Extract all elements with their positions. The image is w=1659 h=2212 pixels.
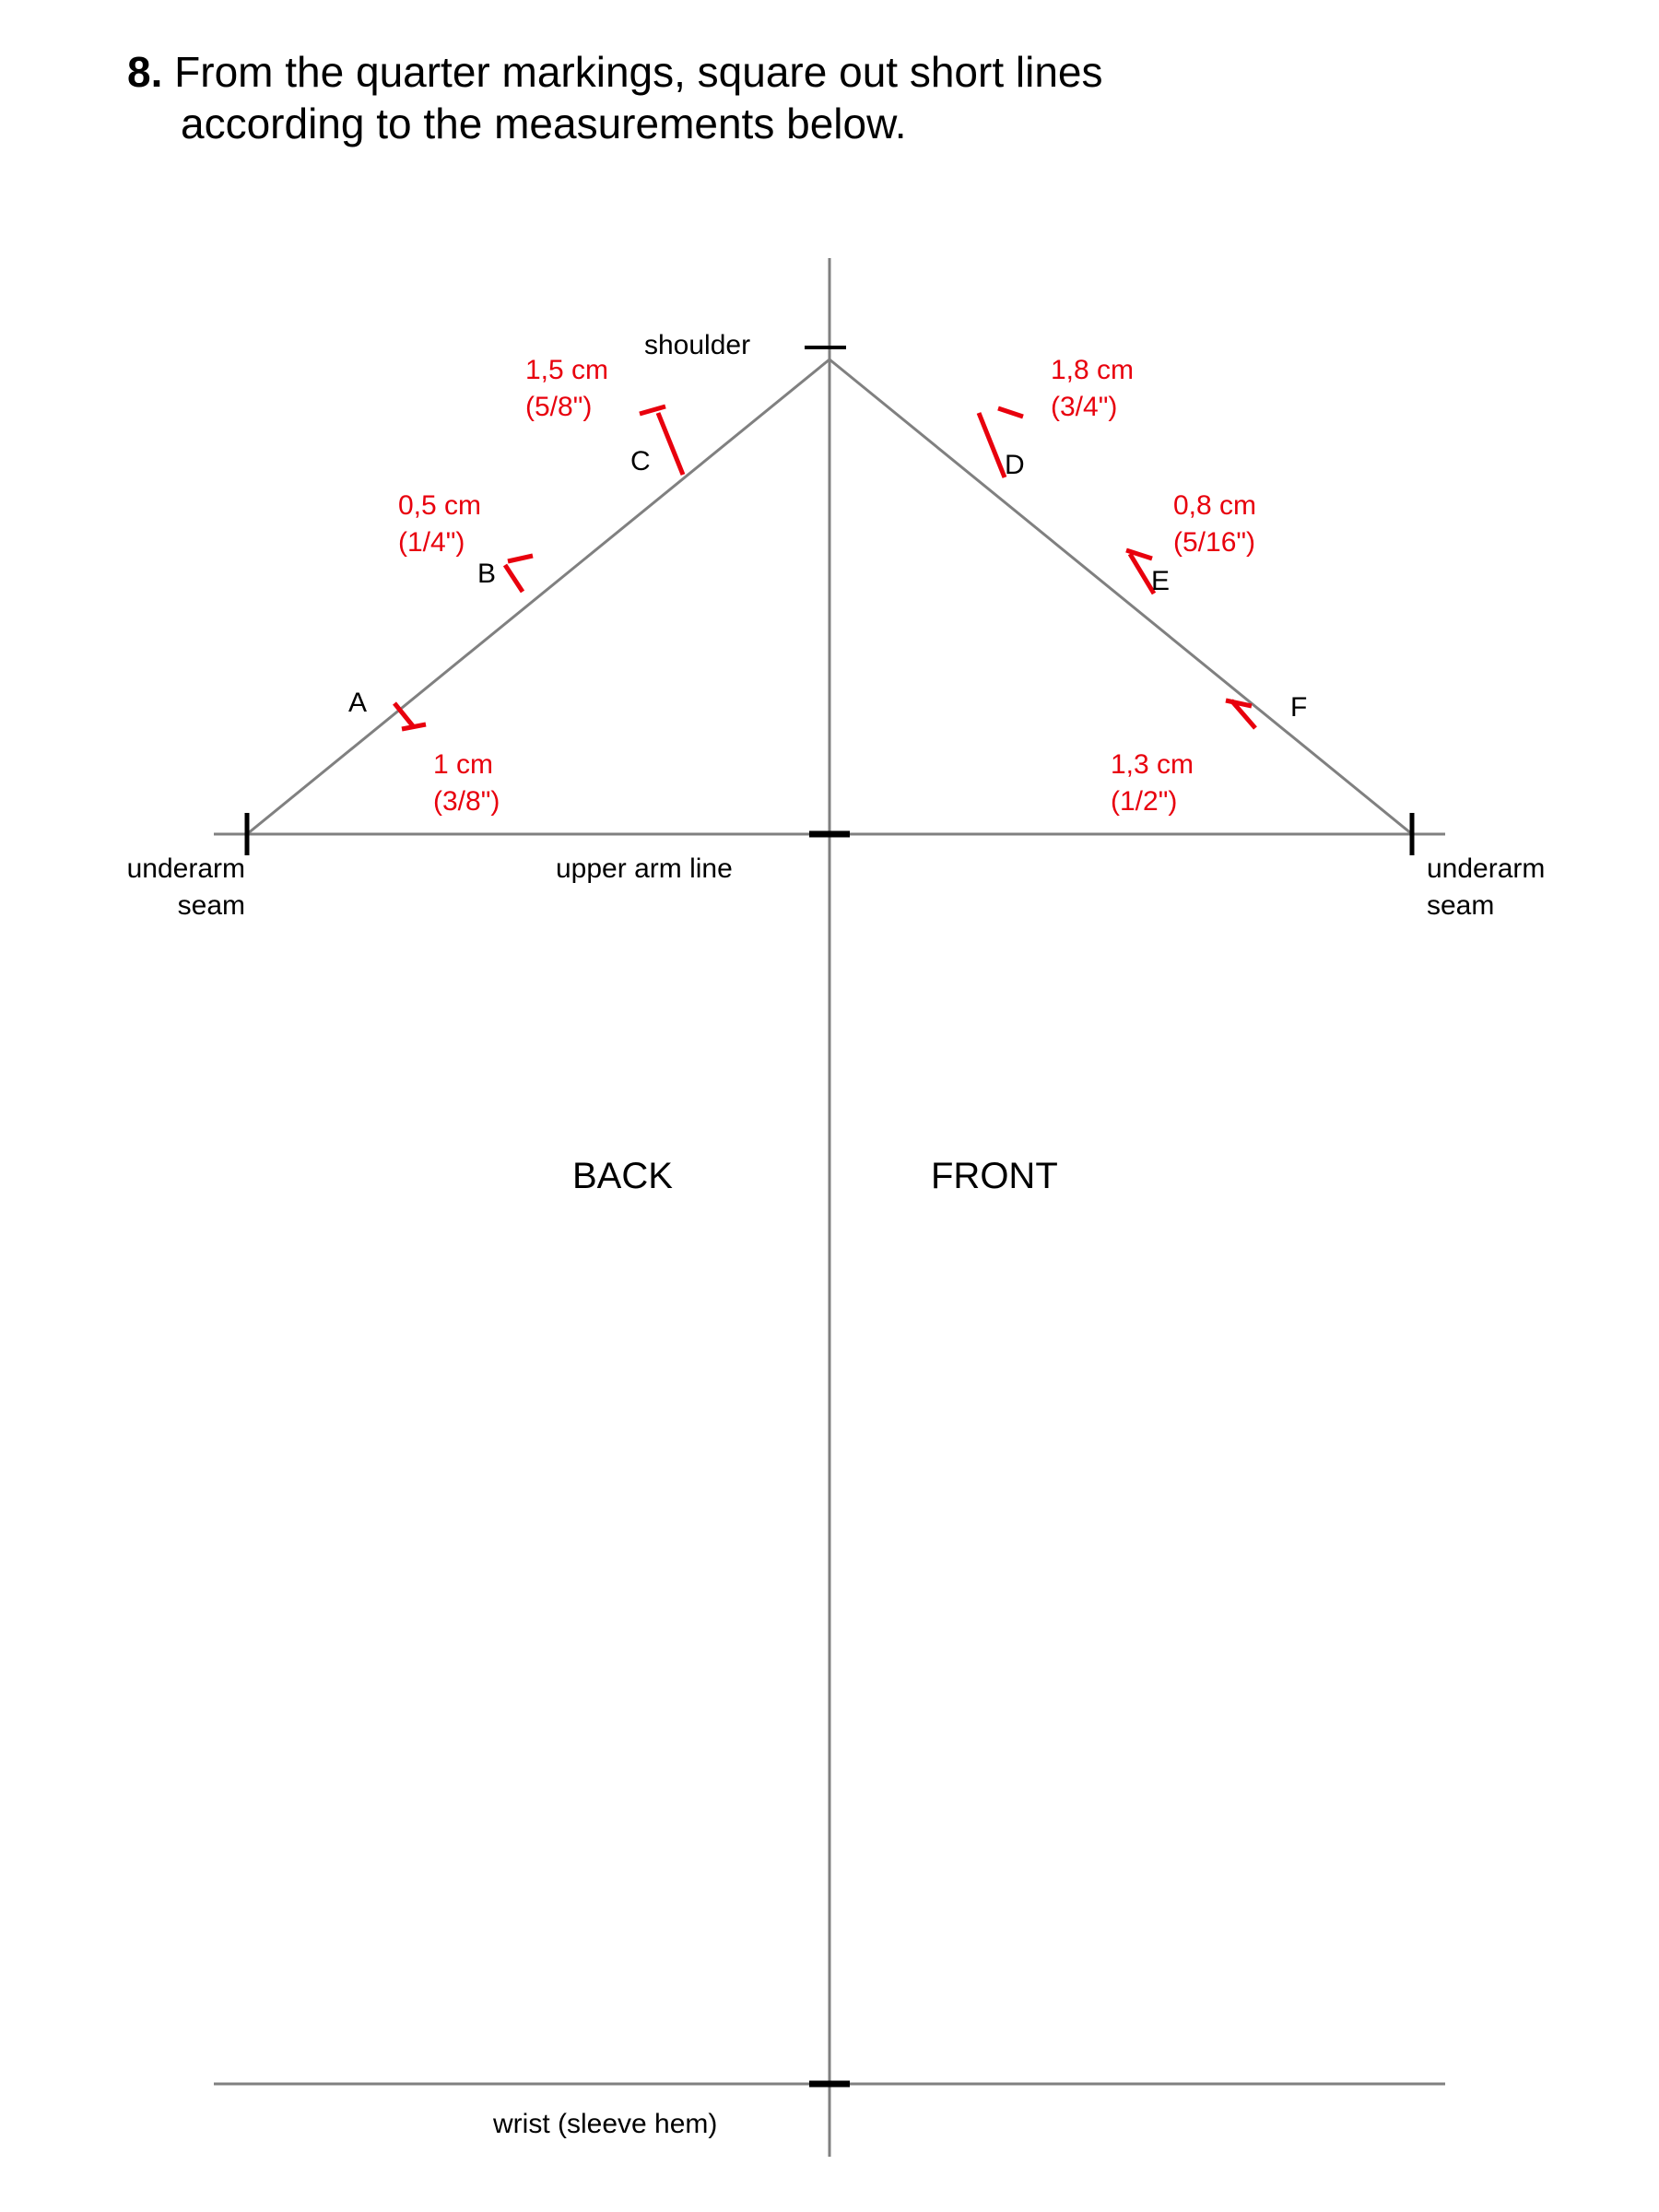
measurement-d-inch: (3/4")	[1051, 392, 1118, 422]
label-underarm-seam-left-line2: seam	[177, 890, 245, 921]
measurement-a-inch: (3/8")	[433, 786, 500, 817]
measurement-f-cm: 1,3 cm	[1111, 749, 1194, 780]
mark-line-b	[505, 565, 523, 592]
mark-line-c	[658, 413, 683, 475]
label-shoulder: shoulder	[644, 330, 751, 360]
measurement-c-cm: 1,5 cm	[525, 355, 609, 385]
mark-cap-d	[998, 408, 1023, 417]
measurement-a-cm: 1 cm	[433, 749, 494, 780]
measurement-f-inch: (1/2")	[1111, 786, 1178, 817]
measurement-e-inch: (5/16")	[1173, 527, 1256, 558]
label-underarm-seam-left-line1: underarm	[126, 853, 245, 884]
point-label-f: F	[1290, 692, 1308, 723]
point-label-c: C	[630, 446, 651, 477]
mark-cap-a	[402, 724, 426, 729]
step-number: 8.	[127, 48, 163, 96]
measurement-b-cm: 0,5 cm	[398, 490, 482, 521]
mark-line-d	[979, 413, 1005, 477]
step-text-line-2: according to the measurements below.	[181, 100, 907, 148]
label-back: BACK	[572, 1156, 673, 1196]
back-sleeve-cap-line	[247, 359, 830, 834]
measurement-d-cm: 1,8 cm	[1051, 355, 1135, 385]
mark-cap-b	[508, 556, 533, 561]
label-front: FRONT	[931, 1156, 1058, 1196]
label-upper-arm-line: upper arm line	[556, 853, 733, 884]
label-underarm-seam-right-line2: seam	[1427, 890, 1495, 921]
point-label-a: A	[348, 688, 368, 718]
label-underarm-seam-right-line1: underarm	[1427, 853, 1546, 884]
measurement-c-inch: (5/8")	[525, 392, 593, 422]
point-label-d: D	[1005, 450, 1025, 480]
point-label-b: B	[477, 559, 497, 589]
step-text-line-1: From the quarter markings, square out short lines	[174, 48, 1103, 96]
measurement-e-cm: 0,8 cm	[1173, 490, 1257, 521]
measurement-b-inch: (1/4")	[398, 527, 465, 558]
label-wrist: wrist (sleeve hem)	[493, 2109, 718, 2139]
point-label-e: E	[1151, 566, 1171, 596]
mark-cap-c	[640, 406, 665, 414]
